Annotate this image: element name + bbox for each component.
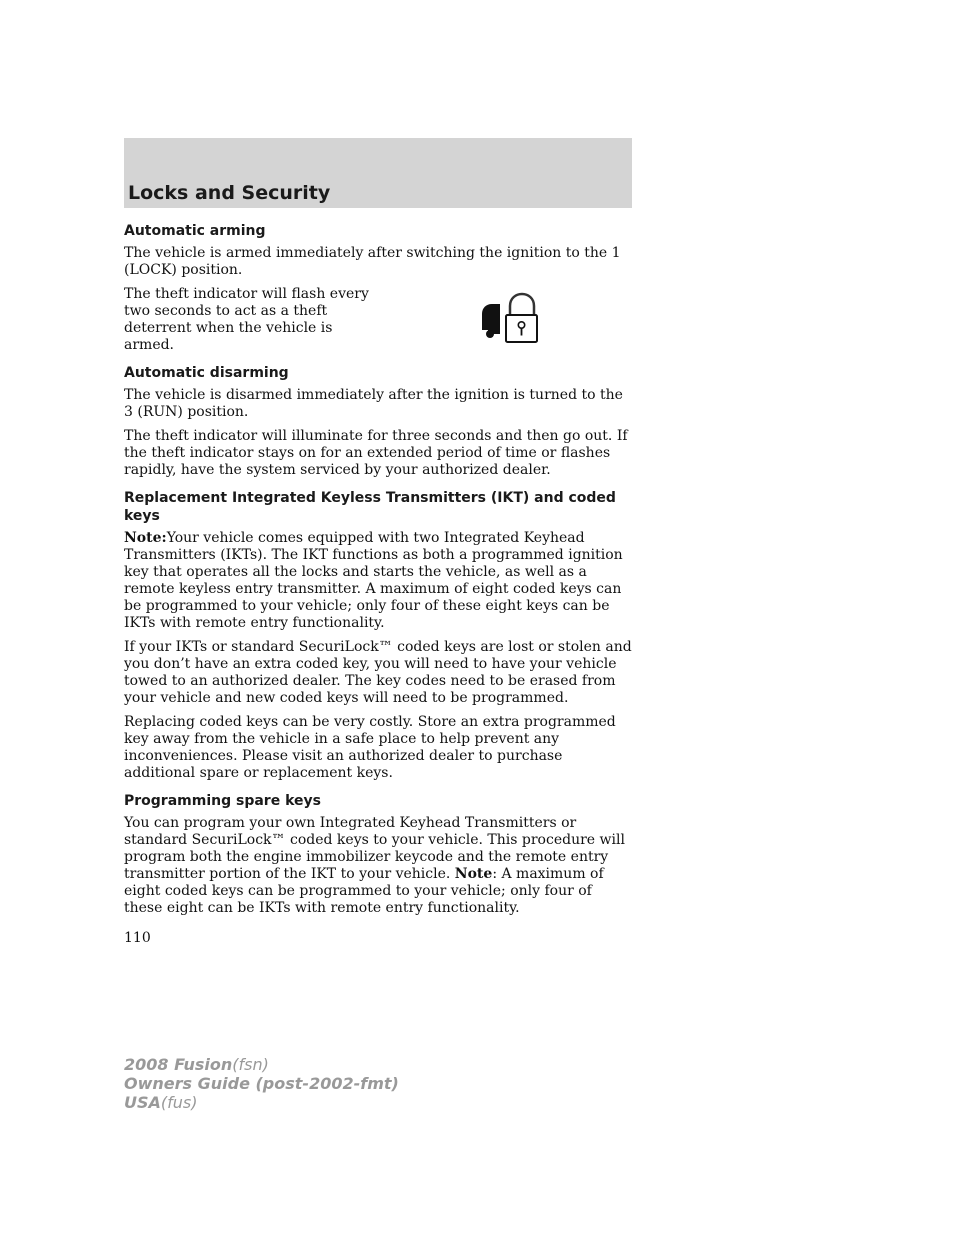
- theft-indicator-row: [124, 286, 632, 361]
- replacement-paragraph-2: If your IKTs or standard SecuriLock™ coded keys are lost or stolen and you don’t have an extra coded key, you will need to have your vehicle towed to an authorized dealer. The key codes need to be erased from your vehicle and new coded keys will need to be programmed.: [124, 639, 632, 706]
- heading-replacement-keys: Replacement Integrated Keyless Transmitters (IKT) and coded keys: [124, 490, 616, 524]
- programming-note-label: Note: [454, 866, 493, 882]
- document-footer: [124, 1055, 399, 1112]
- arming-paragraph-2: The theft indicator will flash every two seconds to act as a theft deterrent when the vehicle is armed.: [124, 286, 369, 353]
- heading-automatic-arming: Automatic arming: [124, 223, 266, 239]
- page-number: 110: [124, 930, 151, 946]
- footer-model-line: [124, 1055, 399, 1074]
- footer-market-code: (fus): [160, 1093, 198, 1112]
- note-text: Your vehicle comes equipped with two Integrated Keyhead Transmitters (IKTs). The IKT functions as both a programmed ignition key that operates all the locks and starts the vehicle, as well as a remote keyless entry transmitter. A maximum of eight coded keys can be programmed to your vehicle; only four of these eight keys can be IKTs with remote entry functionality.: [124, 530, 623, 631]
- footer-market-line: [124, 1093, 399, 1112]
- note-label: Note:: [124, 530, 167, 546]
- disarming-paragraph-2: The theft indicator will illuminate for three seconds and then go out. If the theft indicator stays on for an extended period of time or flashes rapidly, have the system serviced by your authorized dealer.: [124, 428, 628, 478]
- section-header-band: [124, 138, 632, 208]
- section-title: Locks and Security: [128, 182, 331, 204]
- arming-paragraph-1: The vehicle is armed immediately after switching the ignition to the 1 (LOCK) position.: [124, 245, 621, 278]
- footer-guide: Owners Guide (post-2002-fmt): [124, 1074, 399, 1093]
- replacement-paragraph-3: Replacing coded keys can be very costly. Store an extra programmed key away from the vehicle in a safe place to help prevent any inconveniences. Please visit an authorized dealer to purchase additional spare or replacement keys.: [124, 714, 616, 781]
- replacement-note-paragraph: [124, 530, 632, 632]
- heading-automatic-disarming: Automatic disarming: [124, 365, 289, 381]
- heading-programming-spare-keys: Programming spare keys: [124, 793, 321, 809]
- programming-text-end: : A maximum of eight coded keys can be programmed to your vehicle; only four of these eight can be IKTs with remote entry functionality.: [124, 866, 604, 916]
- disarming-paragraph-1: The vehicle is disarmed immediately after the ignition is turned to the 3 (RUN) position.: [124, 387, 623, 420]
- footer-model: 2008 Fusion: [124, 1055, 233, 1074]
- footer-market: USA: [124, 1093, 161, 1112]
- programming-paragraph: [124, 815, 632, 917]
- programming-text-start: You can program your own Integrated Keyhead Transmitters or standard SecuriLock™ coded keys to your vehicle. This procedure will program both the engine immobilizer keycode and the remote entry transmitter portion of the IKT to your vehicle.: [124, 815, 625, 882]
- vehicle-padlock-icon: [480, 290, 538, 344]
- page-content: [124, 222, 632, 924]
- footer-model-code: (fsn): [232, 1055, 269, 1074]
